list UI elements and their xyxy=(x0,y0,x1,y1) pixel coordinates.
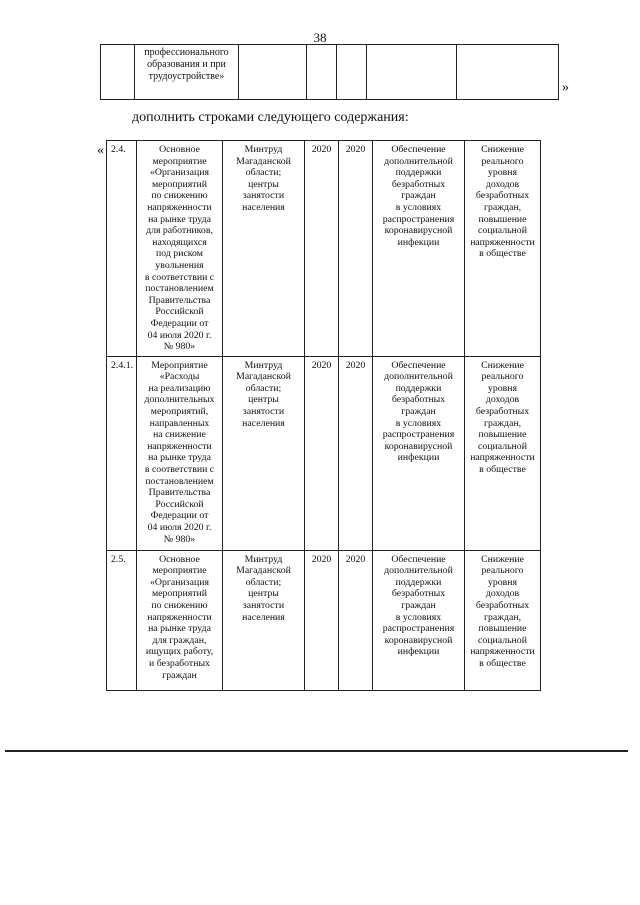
table-row xyxy=(101,45,559,100)
row-start-year: 2020 xyxy=(305,356,339,550)
row-start-year: 2020 xyxy=(305,141,339,357)
table-cell xyxy=(337,45,367,100)
row-number: 2.4. xyxy=(107,141,137,357)
row-goal: Обеспечение дополнительной поддержки безработных граждан в условиях распространения коронавирусной инфекции xyxy=(373,550,465,690)
table-cell xyxy=(457,45,559,100)
opening-quote: « xyxy=(97,143,104,158)
table-row xyxy=(107,356,541,550)
row-end-year: 2020 xyxy=(339,550,373,690)
row-title: Мероприятие «Расходы на реализацию дополнительных мероприятий, направленных на снижение напряженности на рынке труда в соответствии с постановлением Правительства Российской Федерации от 04 июля 2020 г. № 980» xyxy=(137,356,223,550)
measures-table xyxy=(106,140,541,691)
table-cell xyxy=(101,45,135,100)
table-row xyxy=(107,141,541,357)
row-start-year: 2020 xyxy=(305,550,339,690)
row-result: Снижение реального уровня доходов безработных граждан, повышение социальной напряженности в обществе xyxy=(465,141,541,357)
page-number: 38 xyxy=(313,30,327,45)
table-cell xyxy=(307,45,337,100)
row-goal: Обеспечение дополнительной поддержки безработных граждан в условиях распространения коронавирусной инфекции xyxy=(373,141,465,357)
table-cell-title: профессионального образования и при трудоустройстве» xyxy=(135,45,239,100)
intro-text: дополнить строками следующего содержания: xyxy=(132,110,409,125)
row-executor: Минтруд Магаданской области; центры занятости населения xyxy=(223,550,305,690)
row-number: 2.5. xyxy=(107,550,137,690)
row-result: Снижение реального уровня доходов безработных граждан, повышение социальной напряженности в обществе xyxy=(465,550,541,690)
table-cell xyxy=(367,45,457,100)
row-title: Основное мероприятие «Организация мероприятий по снижению напряженности на рынке труда для работников, находящихся под риском увольнения в соответствии с постановлением Правительства Российской Федерации от 04 июля 2020 г. № 980» xyxy=(137,141,223,357)
closing-quote: » xyxy=(562,80,569,95)
table-cell xyxy=(239,45,307,100)
row-end-year: 2020 xyxy=(339,141,373,357)
row-title: Основное мероприятие «Организация мероприятий по снижению напряженности на рынке труда для граждан, ищущих работу, и безработных граждан xyxy=(137,550,223,690)
row-executor: Минтруд Магаданской области; центры занятости населения xyxy=(223,356,305,550)
continuation-table xyxy=(100,44,559,100)
table-row xyxy=(107,550,541,690)
row-end-year: 2020 xyxy=(339,356,373,550)
row-executor: Минтруд Магаданской области; центры занятости населения xyxy=(223,141,305,357)
row-result: Снижение реального уровня доходов безработных граждан, повышение социальной напряженности в обществе xyxy=(465,356,541,550)
footer-divider xyxy=(5,750,628,752)
row-goal: Обеспечение дополнительной поддержки безработных граждан в условиях распространения коронавирусной инфекции xyxy=(373,356,465,550)
row-number: 2.4.1. xyxy=(107,356,137,550)
